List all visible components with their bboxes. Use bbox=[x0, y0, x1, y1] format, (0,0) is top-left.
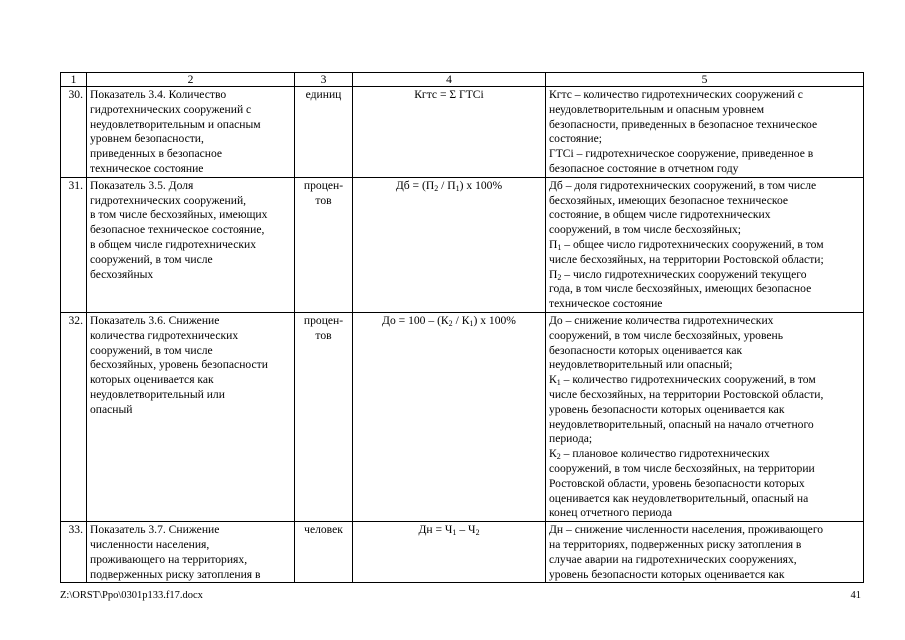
unit-of-measure-line: единиц bbox=[305, 88, 342, 101]
formula-description-line: безопасности, приведенных в безопасное техническое bbox=[549, 117, 818, 131]
formula-description-line: безопасное состояние в отчетном году bbox=[549, 161, 739, 175]
header-cell: 3 bbox=[295, 73, 353, 87]
formula-description-line: неудовлетворительный или опасный; bbox=[549, 358, 733, 372]
formula-description-line: техническое состояние bbox=[549, 297, 663, 311]
formula-description-line: состояние, в общем числе гидротехнических bbox=[549, 208, 771, 222]
formula-description-line: числе бесхозяйных, на территории Ростовской области; bbox=[549, 252, 824, 266]
formula-description-line: бесхозяйных, имеющих безопасное техническое bbox=[549, 193, 789, 207]
formula-description bbox=[546, 87, 864, 178]
formula-description-line: $К_2$ – плановое количество гидротехнических bbox=[549, 447, 770, 462]
indicator-name bbox=[87, 312, 295, 521]
indicator-name-line: бесхозяйных bbox=[90, 267, 154, 281]
indicator-name-line: количества гидротехнических bbox=[90, 328, 239, 342]
indicator-name-line: гидротехнических сооружений, bbox=[90, 193, 247, 207]
formula-description-line: безопасности которых оценивается как bbox=[549, 343, 743, 357]
formula-description-line: неудовлетворительный, опасный на начало отчетного bbox=[549, 417, 814, 431]
indicator-name-line: бесхозяйных, уровень безопасности bbox=[90, 358, 268, 372]
formula-description-line: Ростовской области, уровень безопасности которых bbox=[549, 476, 805, 490]
formula-description-line: $П_1$ – общее число гидротехнических сооружений, в том bbox=[549, 237, 824, 252]
indicator-name-line: Показатель 3.4. Количество bbox=[90, 88, 227, 101]
indicator-name-line: приведенных в безопасное bbox=[90, 147, 223, 161]
formula-description-line: неудовлетворительным и опасным уровнем bbox=[549, 102, 765, 116]
indicator-name-line: подверженных риску затопления в bbox=[90, 567, 261, 581]
indicator-name-line: Показатель 3.7. Снижение bbox=[90, 523, 220, 537]
formula-description-line: $П_2$ – число гидротехнических сооружений текущего bbox=[549, 267, 807, 282]
calculation-formula: Дн = $Ч_1 - Ч_2$ bbox=[353, 522, 546, 583]
indicator-name-line: опасный bbox=[90, 402, 133, 416]
footer-file-path: Z:\ORST\Ppo\0301p133.f17.docx bbox=[60, 590, 203, 601]
table-row bbox=[61, 522, 864, 583]
formula-description-line: Дн – снижение численности населения, проживающего bbox=[549, 523, 824, 537]
indicator-name-line: Показатель 3.5. Доля bbox=[90, 178, 194, 192]
formula-description-line: сооружений, в том числе бесхозяйных, на территории bbox=[549, 461, 815, 475]
table-row bbox=[61, 87, 864, 178]
formula-description-line: Дб – доля гидротехнических сооружений, в том числе bbox=[549, 178, 817, 192]
unit-of-measure bbox=[295, 522, 353, 583]
indicator-name bbox=[87, 177, 295, 312]
formula-description-line: До – снижение количества гидротехнических bbox=[549, 313, 774, 327]
indicator-name-line: сооружений, в том числе bbox=[90, 343, 213, 357]
header-cell: 1 bbox=[61, 73, 87, 87]
unit-of-measure bbox=[295, 177, 353, 312]
indicator-name-line: которых оценивается как bbox=[90, 373, 214, 387]
calculation-formula: Кгтс = Σ ГТСi bbox=[353, 87, 546, 178]
row-number: 30. bbox=[61, 87, 87, 178]
indicator-name-line: в том числе бесхозяйных, имеющих bbox=[90, 208, 268, 222]
unit-of-measure-line: человек bbox=[304, 523, 343, 537]
indicator-name-line: уровнем безопасности, bbox=[90, 132, 204, 146]
indicator-name bbox=[87, 87, 295, 178]
table-row bbox=[61, 177, 864, 312]
formula-description-line: числе бесхозяйных, на территории Ростовской области, bbox=[549, 387, 824, 401]
unit-of-measure-line: тов bbox=[315, 328, 332, 342]
indicator-name-line: неудовлетворительным и опасным bbox=[90, 117, 261, 131]
unit-of-measure-line: тов bbox=[315, 193, 332, 207]
formula-description-line: Кгтс – количество гидротехнических сооружений с bbox=[549, 88, 803, 101]
unit-of-measure-line: процен- bbox=[303, 178, 344, 192]
header-cell: 4 bbox=[353, 73, 546, 87]
row-number: 32. bbox=[61, 312, 87, 521]
indicator-name-line: гидротехнических сооружений с bbox=[90, 102, 252, 116]
indicator-name-line: техническое состояние bbox=[90, 161, 204, 175]
indicator-name-line: безопасное техническое состояние, bbox=[90, 223, 265, 237]
calculation-formula: Дб = $(П_2 / П_1)$ х 100% bbox=[353, 177, 546, 312]
formula-description-line: случае аварии на гидротехнических сооружениях, bbox=[549, 552, 797, 566]
formula-description-line: сооружений, в том числе бесхозяйных, уровень bbox=[549, 328, 784, 342]
formula-description bbox=[546, 522, 864, 583]
calculation-formula: До = $100 - (К_2 / К_1)$ х 100% bbox=[353, 312, 546, 521]
formula-description-line: оценивается как неудовлетворительный, опасный на bbox=[549, 491, 809, 505]
indicator-name-line: проживающего на территориях, bbox=[90, 552, 248, 566]
header-cell: 5 bbox=[546, 73, 864, 87]
formula-description bbox=[546, 312, 864, 521]
formula-description bbox=[546, 177, 864, 312]
formula-description-line: уровень безопасности которых оценивается как bbox=[549, 567, 785, 581]
formula-description-line: на территориях, подверженных риску затопления в bbox=[549, 537, 802, 551]
unit-of-measure bbox=[295, 312, 353, 521]
formula-description-line: уровень безопасности которых оценивается как bbox=[549, 402, 785, 416]
formula-description-line: конец отчетного периода bbox=[549, 506, 673, 520]
indicator-name-line: в общем числе гидротехнических bbox=[90, 237, 256, 251]
formula-description-line: периода; bbox=[549, 432, 593, 446]
formula-description-line: года, в том числе бесхозяйных, имеющих безопасное bbox=[549, 282, 812, 296]
formula-description-line: $К_1$ – количество гидротехнических сооружений, в том bbox=[549, 373, 816, 388]
header-cell: 2 bbox=[87, 73, 295, 87]
row-number: 31. bbox=[61, 177, 87, 312]
indicator-name-line: численности населения, bbox=[90, 537, 210, 551]
footer-page-number: 41 bbox=[850, 590, 861, 601]
formula-description-line: ГТСi – гидротехническое сооружение, приведенное в bbox=[549, 147, 814, 161]
formula-description-line: состояние; bbox=[549, 132, 602, 146]
unit-of-measure bbox=[295, 87, 353, 178]
row-number: 33. bbox=[61, 522, 87, 583]
table-header-row bbox=[61, 73, 864, 87]
indicator-name bbox=[87, 522, 295, 583]
unit-of-measure-line: процен- bbox=[303, 313, 344, 327]
indicator-name-line: неудовлетворительный или bbox=[90, 387, 225, 401]
indicator-name-line: Показатель 3.6. Снижение bbox=[90, 313, 220, 327]
formula-description-line: сооружений, в том числе бесхозяйных; bbox=[549, 223, 742, 237]
indicators-table bbox=[60, 72, 864, 583]
indicator-name-line: сооружений, в том числе bbox=[90, 252, 213, 266]
table-row bbox=[61, 312, 864, 521]
